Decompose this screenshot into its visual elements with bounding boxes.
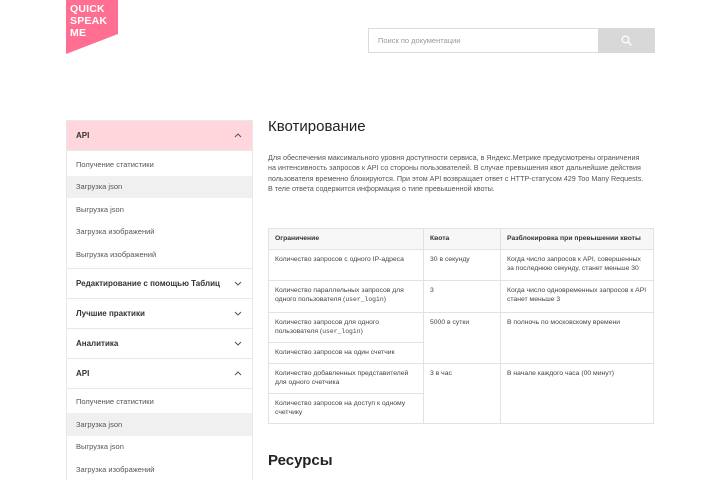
- cell-quota: 3 в час: [424, 363, 501, 423]
- sidebar-item-download-json[interactable]: Выгрузка json: [76, 204, 124, 214]
- page-title: Квотирование: [268, 118, 366, 135]
- logo[interactable]: [66, 0, 118, 54]
- sidebar-nav: [66, 120, 253, 480]
- sidebar-item-upload-images[interactable]: Загрузка изображений: [76, 227, 155, 237]
- cell-limit: Количество запросов на доступ к одному счетчику: [269, 393, 424, 423]
- sidebar-section-tables[interactable]: [67, 269, 252, 299]
- search-bar: [368, 28, 655, 53]
- inline-code: user_login: [345, 296, 384, 303]
- chevron-up-icon: [233, 131, 243, 141]
- sidebar-section-api-2[interactable]: [67, 359, 252, 389]
- sidebar-section-label: Редактирование с помощью Таблиц: [76, 278, 220, 288]
- sidebar-item-upload-json[interactable]: Загрузка json: [67, 176, 252, 199]
- sidebar-section-api[interactable]: [67, 121, 252, 151]
- sidebar-section-label: Аналитика: [76, 338, 119, 348]
- cell-quota: 30 в секунду: [424, 249, 501, 280]
- search-icon: [621, 35, 632, 46]
- cell-limit: Количество запросов на один счетчик: [269, 342, 424, 363]
- table-row: [269, 363, 654, 393]
- sidebar-item-download-json[interactable]: Выгрузка json: [76, 442, 124, 452]
- main-content: [268, 116, 654, 469]
- sidebar-item-statistics[interactable]: Получение статистики: [76, 159, 154, 169]
- chevron-up-icon: [233, 368, 243, 378]
- sidebar-section-label: API: [76, 368, 90, 378]
- sidebar-subitems: [67, 389, 252, 480]
- cell-limit: Количество параллельных запросов для одного пользователя (user_login): [269, 280, 424, 312]
- table-row: [269, 280, 654, 312]
- chevron-down-icon: [233, 278, 243, 288]
- cell-unlock: Когда число запросов к API, совершенных за последнюю секунду, станет меньше 30: [501, 249, 654, 280]
- cell-limit: Количество запросов для одного пользователя (user_login): [269, 312, 424, 342]
- sidebar-section-best-practices[interactable]: [67, 299, 252, 329]
- cell-quota: 5000 в сутки: [424, 312, 501, 363]
- search-button[interactable]: [598, 28, 655, 53]
- sidebar-section-analytics[interactable]: [67, 329, 252, 359]
- sidebar-section-label: API: [76, 131, 90, 140]
- table-row: [269, 249, 654, 280]
- sidebar-item-upload-json[interactable]: Загрузка json: [67, 413, 252, 436]
- cell-limit: Количество добавленных представителей для одного счетчика: [269, 363, 424, 393]
- sidebar-subitems: [67, 151, 252, 269]
- table-row: [269, 312, 654, 342]
- sidebar-item-statistics[interactable]: Получение статистики: [76, 397, 154, 407]
- sidebar-item-download-images[interactable]: Выгрузка изображений: [76, 249, 157, 259]
- column-header-limit: Ограничение: [269, 229, 424, 250]
- intro-paragraph: Для обеспечения максимального уровня доступности сервиса, в Яндекс.Метрике предусмотрены ограничения на интенсивность запросов к API со стороны пользователей. В случае превышения квот дальнейшие действия пользователя временно блокируются. При этом API возвращает ответ с HTTP-статусом 429 Too Many Requests. В теле ответа содержится информация о типе превышенной квоты.: [268, 153, 644, 194]
- chevron-down-icon: [233, 308, 243, 318]
- inline-code: user_login: [322, 328, 361, 335]
- search-input[interactable]: [368, 28, 598, 53]
- column-header-quota: Квота: [424, 229, 501, 250]
- sidebar-section-label: Лучшие практики: [76, 308, 145, 318]
- cell-unlock: В полночь по московскому времени: [501, 312, 654, 363]
- sidebar-item-upload-images[interactable]: Загрузка изображений: [76, 464, 155, 474]
- section-heading-resources: Ресурсы: [268, 452, 333, 469]
- cell-unlock: Когда число одновременных запросов к API станет меньше 3: [501, 280, 654, 312]
- column-header-unlock: Разблокировка при превышении квоты: [501, 229, 654, 250]
- chevron-down-icon: [233, 338, 243, 348]
- logo-text: QUICK SPEAK ME: [70, 3, 108, 39]
- cell-limit: Количество запросов с одного IP-адреса: [269, 249, 424, 280]
- table-header-row: [269, 229, 654, 250]
- cell-quota: 3: [424, 280, 501, 312]
- quota-table: [268, 228, 654, 424]
- cell-unlock: В начале каждого часа (00 минут): [501, 363, 654, 423]
